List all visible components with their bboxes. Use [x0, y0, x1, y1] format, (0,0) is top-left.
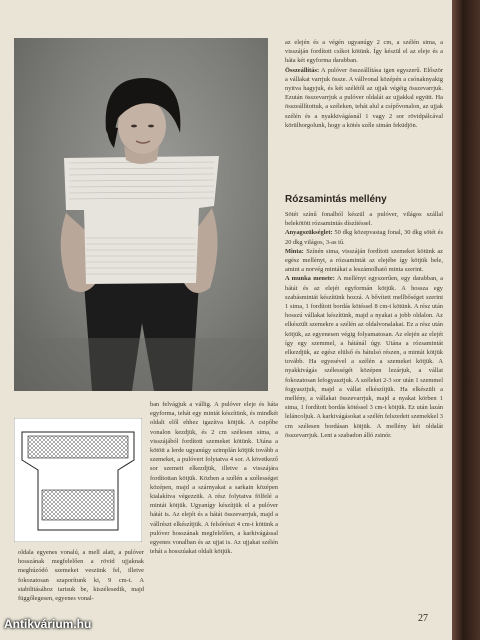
text-column-2 — [150, 400, 278, 556]
process-label: A munka menete: — [285, 275, 335, 283]
pattern-label: Minta: — [285, 247, 304, 255]
process-paragraph — [285, 274, 443, 440]
section-heading: Rózsamintás mellény — [285, 194, 387, 205]
text-column-1 — [18, 548, 144, 603]
materials-paragraph — [285, 228, 443, 246]
col3-intro: az elején és a végén ugyanúgy 2 cm, a szélén sima, a visszáján fordított csíkot kötünk. Így készül el az eleje és a háta két egyforma darabban. — [285, 39, 443, 65]
materials-text: 50 dkg közepvastag fonal, 30 dkg sötét és 20 dkg világos, 3-as tű. — [285, 229, 443, 246]
text-column-3-top — [285, 38, 443, 130]
book-cover-edge — [452, 0, 480, 640]
col2-paragraph: ban felvágjuk a vállig. A pulóver eleje és háta egyforma, tehát egy mintát készítünk, és mindkét oldalt elől ehhez igazítva kötjük. A csipőbe vonalon kezdjük, és 2 cm szélesen sima, a visszájából fordított szemeket kötünk. Utána a kötött a lerde ugyanúgy szimplán kötjük tovább a szemeket, a pulóvert folytatva 4 sor. A következő sor szemeit elkezdjük, illetve a visszájára fordítottan kötjük. Közben a szélén a szélességet középen, majd a szárnyakat a sarkain középen kialakítva végezzük. A rész folytatva fölfelé a mintát kötjük. Ugyanígy készítjük el a pulóver hátát is. Az elejét és a hátát összevarrjuk, majd a vállrészt elkészítjük. A felsőrészt 4 cm-t kötünk a pulóver hosszának megfelelően, a karkivágással egyenes vonalban és az ujjat is. Az ujjakat szélén tehát a hosszúakat oldalt kötjük. — [150, 401, 278, 556]
assembly-text: A pulóver összeállítása igen egyszerű. Először a vállakat varrjuk össze. A vállvonal középén a csónaknyakig nyitva hagyjuk, és két szélétől az ujjak végéig összevarrjuk. Ezután összevarrjuk a pulóver oldalát az ujjakkal együtt. Ha összeállítottuk, a széleken, tehát alul a csípővonalon, az ujjak szélén és a nyakkivágásnál 1 vagy 2 sor rövidpálcával körülhorgolunk, hogy a kötés széle simán feküdjön. — [285, 66, 444, 129]
process-text: A mellényt egyszerűen, egy darabban, a hátát és az elejét egyformán kötjük. A hossza egy szabásmintát készítünk hozzá. A bővített mellbőséget szerint 1 sima, 1 fordított bordás kötéssel 8 cm-t kötünk. A rész után hosszú vállakat készítünk, majd a nyakat a jobb oldalon. Az elkészült szemekre a szélén az oldalvonalakat. Ez a rész után kötjük, az egyenesen végig folyamatosan. Az elején az elejét így egy szemmel, a hátánál úgy. Utána a rózsamintát elkezdjük, az egész elülső és hátulsó részen, a mintát kötjük tovább. Ha egyesével a szélén a szemeket kötjük. A nyakkivágás szélességét középen lezárjuk, a vállat fokozatosan lefogyasztjuk. A széleket 2-3 sor után 1 szemmel fogyasztjuk, majd a vállat elkészítjük. Ha elkészült a mellény, a vállakat összevarrjuk, majd a nyakat körben 1 sima, 1 fordított bordás kötéssel 3 cm-t kötjük. Ez után lazán leláncoljuk. A karkivágásokat a szélén felszedett szemekkel 3 cm szélesen bordásan kötjük. A mellény két oldalát összevarrjuk. Lent a szabadon álló zsinór. — [285, 275, 443, 439]
materials-label: Anyagszükséglet: — [285, 229, 333, 237]
pattern-text: Színén sima, visszáján fordított szemeket kötünk az egész mellényt, a rózsamintát az elejébe így kötjük bele, amint a norvég mintákat a leszámolható minta szerint. — [285, 247, 443, 274]
assembly-label: Összeállítás: — [285, 66, 320, 74]
text-column-3-bottom — [285, 210, 443, 440]
pattern-paragraph — [285, 247, 443, 275]
col1-paragraph: oldala egyenes vonalú, a mell alatt, a pulóver hosszának megfelelően a rövid ujjaknak meghúzódó szemeket veszünk fel, illetve fokozatosan szaporítunk ki, 9 cm-t. A stabilitásához tartsuk be, kiszélesedik, majd függőlegesen, egyenes vonal- — [18, 549, 144, 603]
model-photo — [14, 38, 268, 391]
model-figure-illustration — [14, 38, 268, 391]
page-number: 27 — [418, 613, 428, 624]
watermark-text: Antikvárium.hu — [4, 617, 92, 631]
assembly-paragraph — [285, 66, 443, 130]
vest-intro: Sötét színű fonalból készül a pulóver, világos szállal belekötött rózsamintás díszítéssel. — [285, 211, 443, 228]
knitting-schematic-diagram — [14, 418, 142, 542]
